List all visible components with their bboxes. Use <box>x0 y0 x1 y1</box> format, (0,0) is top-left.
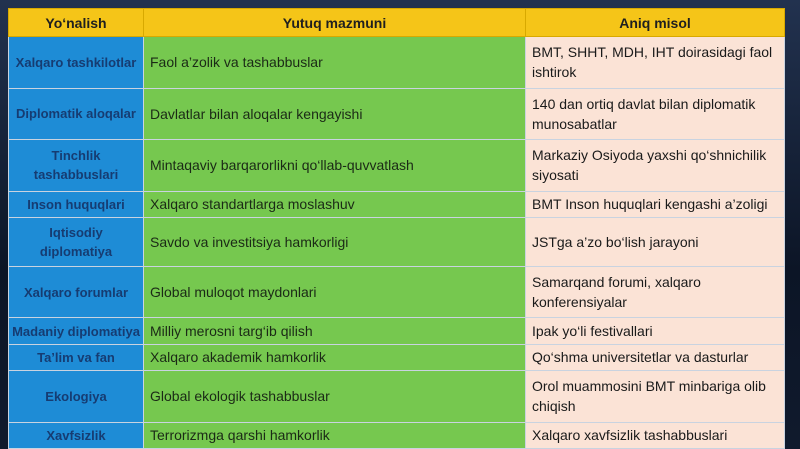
content-cell: Terrorizmga qarshi hamkorlik <box>144 422 526 448</box>
direction-cell: Xalqaro tashkilotlar <box>9 37 144 89</box>
direction-cell: Iqtisodiy diplomatiya <box>9 217 144 266</box>
content-cell: Global muloqot maydonlari <box>144 266 526 318</box>
example-cell: Markaziy Osiyoda yaxshi qo‘shnichilik siyosati <box>526 140 785 192</box>
table-row <box>9 191 785 217</box>
content-cell: Xalqaro akademik hamkorlik <box>144 344 526 370</box>
direction-cell: Tinchlik tashabbuslari <box>9 140 144 192</box>
direction-cell: Ta’lim va fan <box>9 344 144 370</box>
direction-cell: Xavfsizlik <box>9 422 144 448</box>
achievements-table <box>8 8 785 449</box>
table-row <box>9 371 785 423</box>
table-row <box>9 344 785 370</box>
content-cell: Davlatlar bilan aloqalar kengayishi <box>144 88 526 140</box>
example-cell: BMT Inson huquqlari kengashi a’zoligi <box>526 191 785 217</box>
content-cell: Global ekologik tashabbuslar <box>144 371 526 423</box>
table-row <box>9 140 785 192</box>
example-cell: Ipak yo‘li festivallari <box>526 318 785 344</box>
header-direction: Yo‘nalish <box>9 9 144 37</box>
table-row <box>9 37 785 89</box>
content-cell: Mintaqaviy barqarorlikni qo‘llab-quvvatlash <box>144 140 526 192</box>
table-row <box>9 88 785 140</box>
example-cell: Orol muammosini BMT minbariga olib chiqish <box>526 371 785 423</box>
example-cell: JSTga a’zo bo‘lish jarayoni <box>526 217 785 266</box>
content-cell: Savdo va investitsiya hamkorligi <box>144 217 526 266</box>
example-cell: Samarqand forumi, xalqaro konferensiyalar <box>526 266 785 318</box>
table-row <box>9 266 785 318</box>
example-cell: Xalqaro xavfsizlik tashabbuslari <box>526 422 785 448</box>
direction-cell: Madaniy diplomatiya <box>9 318 144 344</box>
table-row <box>9 422 785 448</box>
example-cell: BMT, SHHT, MDH, IHT doirasidagi faol ishtirok <box>526 37 785 89</box>
direction-cell: Diplomatik aloqalar <box>9 88 144 140</box>
direction-cell: Inson huquqlari <box>9 191 144 217</box>
example-cell: 140 dan ortiq davlat bilan diplomatik munosabatlar <box>526 88 785 140</box>
direction-cell: Xalqaro forumlar <box>9 266 144 318</box>
table-row <box>9 217 785 266</box>
content-cell: Milliy merosni targ‘ib qilish <box>144 318 526 344</box>
content-cell: Xalqaro standartlarga moslashuv <box>144 191 526 217</box>
example-cell: Qo‘shma universitetlar va dasturlar <box>526 344 785 370</box>
table-header-row <box>9 9 785 37</box>
table-row <box>9 318 785 344</box>
header-content: Yutuq mazmuni <box>144 9 526 37</box>
content-cell: Faol a’zolik va tashabbuslar <box>144 37 526 89</box>
direction-cell: Ekologiya <box>9 371 144 423</box>
header-example: Aniq misol <box>526 9 785 37</box>
